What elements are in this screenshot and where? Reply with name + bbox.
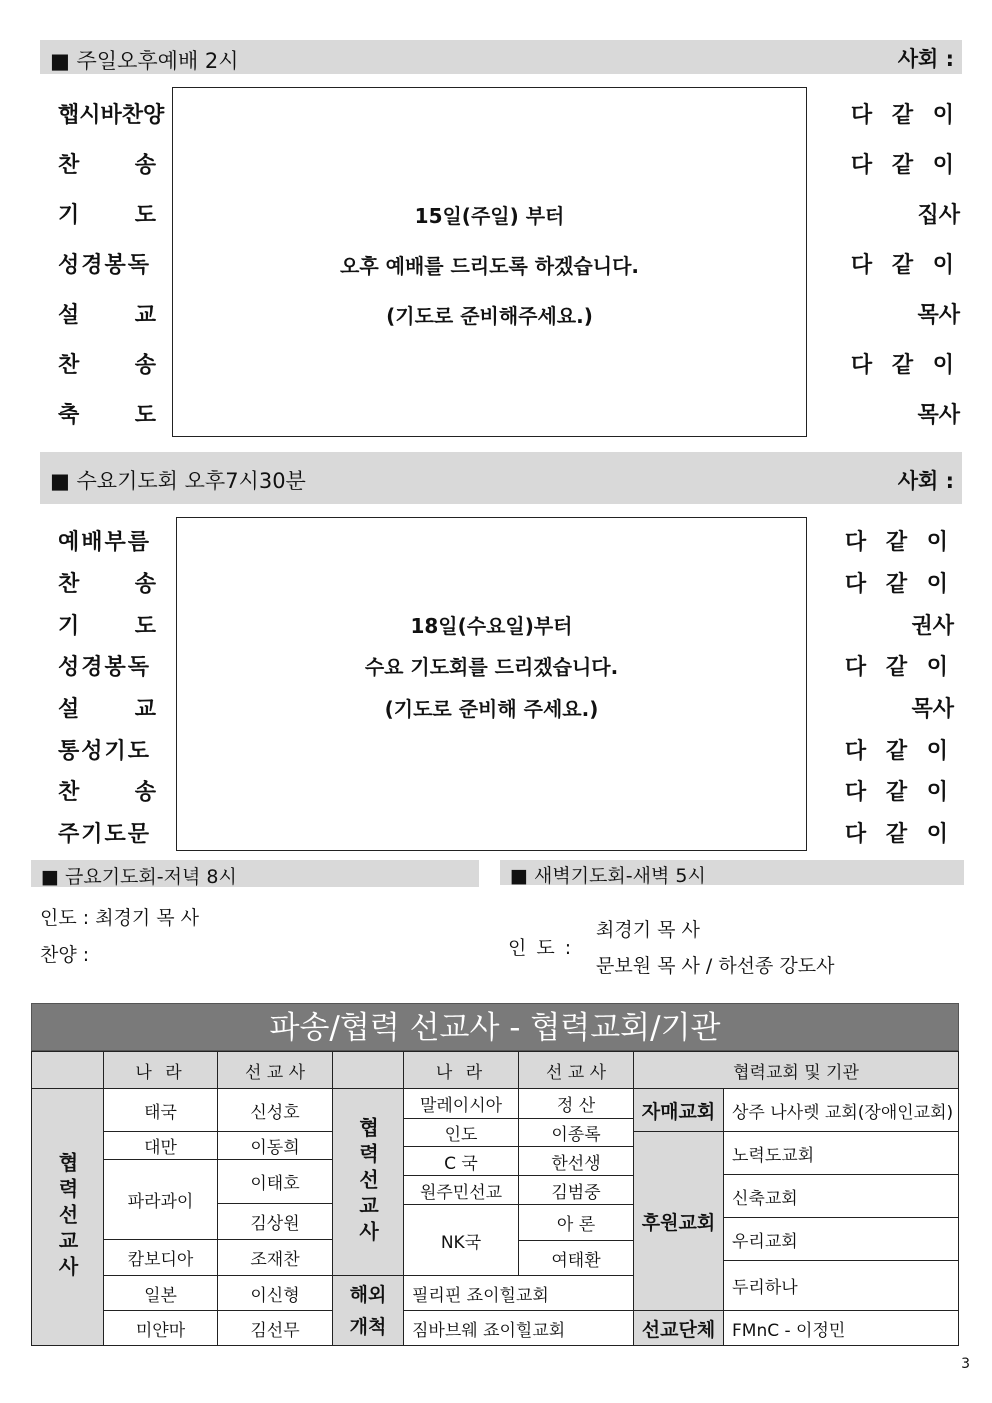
- sunday-notice-box: [172, 87, 807, 437]
- sunday-title: ■ 주일오후예배 2시: [50, 49, 239, 73]
- table-cell: 이동희: [217, 1131, 333, 1160]
- page-number: 3: [961, 1356, 970, 1372]
- table-cell: 이신형: [217, 1275, 333, 1311]
- dawn-lead-1: 최경기 목 사: [596, 919, 700, 941]
- left-group-label: 협력선교사: [31, 1088, 104, 1346]
- sunday-row-leader: 집사: [917, 203, 960, 228]
- sunday-row-leader: 다 같 이: [850, 253, 960, 278]
- friday-lead: 인도 : 최경기 목 사: [40, 907, 200, 929]
- sunday-notice-line: 15일(주일) 부터: [414, 204, 565, 228]
- table-cell: 김상원: [217, 1203, 333, 1240]
- support-church: 두리하나: [723, 1260, 959, 1311]
- wednesday-row-label: 통성기도: [58, 739, 152, 764]
- overseas-group-text: 해외개척: [349, 1283, 387, 1338]
- header-missionary: 선 교 사: [518, 1051, 634, 1089]
- mid-group-label: 협력선교사: [332, 1088, 404, 1276]
- sunday-row-label: 성경봉독: [58, 253, 152, 278]
- wednesday-title: ■ 수요기도회 오후7시30분: [50, 469, 306, 493]
- wednesday-row-label: 기 도: [58, 614, 156, 639]
- table-cell: NK국: [403, 1204, 519, 1276]
- wednesday-notice-line: 18일(수요일)부터: [410, 614, 573, 638]
- sunday-notice-line: 오후 예배를 드리도록 하겠습니다.: [340, 254, 639, 278]
- sister-church-label: 자매교회: [633, 1088, 724, 1132]
- table-cell: 캄보디아: [103, 1239, 218, 1276]
- dawn-header-bar: [500, 860, 964, 885]
- wednesday-row-leader: 다 같 이: [844, 780, 954, 805]
- wednesday-row-leader: 권사: [911, 614, 954, 639]
- sunday-row-leader: 다 같 이: [850, 153, 960, 178]
- table-cell: 김선무: [217, 1310, 333, 1346]
- overseas-group-label: [332, 1275, 404, 1346]
- wednesday-host: 사회 :: [897, 469, 954, 493]
- sunday-row-label: 설 교: [58, 303, 156, 328]
- friday-header-bar: [31, 860, 479, 887]
- dawn-lead-2: 문보원 목 사 / 하선종 강도사: [596, 955, 835, 977]
- header-country: 나 라: [403, 1051, 519, 1089]
- wednesday-row-label: 찬 송: [58, 780, 156, 805]
- sunday-row-leader: 목사: [917, 303, 960, 328]
- header-missionary: 선 교 사: [217, 1051, 333, 1089]
- wednesday-row-leader: 다 같 이: [844, 530, 954, 555]
- sunday-row-leader: 다 같 이: [850, 353, 960, 378]
- sister-church: 상주 나사렛 교회(장애인교회): [723, 1088, 959, 1132]
- wednesday-row-leader: 다 같 이: [844, 822, 954, 847]
- table-cell: 신성호: [217, 1088, 333, 1132]
- wednesday-row-label: 성경봉독: [58, 655, 152, 680]
- table-cell: 이태호: [217, 1159, 333, 1204]
- mission-org-label: 선교단체: [633, 1310, 724, 1346]
- sunday-row-label: 햅시바찬양: [58, 103, 165, 128]
- sunday-row-label: 기 도: [58, 203, 156, 228]
- table-cell: 아 론: [518, 1204, 634, 1241]
- support-church: 노력도교회: [723, 1131, 959, 1175]
- header-blank: [31, 1051, 104, 1089]
- wednesday-notice-line: 수요 기도회를 드리겠습니다.: [364, 655, 619, 679]
- table-cell: 파라과이: [103, 1159, 218, 1240]
- wednesday-notice-box: [176, 517, 807, 851]
- sunday-row-leader: 목사: [917, 403, 960, 428]
- mission-org: FMnC - 이정민: [723, 1310, 959, 1346]
- sunday-row-label: 찬 송: [58, 153, 156, 178]
- table-cell: 원주민선교: [403, 1175, 519, 1205]
- support-church: 신축교회: [723, 1174, 959, 1218]
- table-cell: 대만: [103, 1131, 218, 1160]
- sunday-notice-line: (기도로 준비해주세요.): [386, 304, 593, 328]
- table-cell: 일본: [103, 1275, 218, 1311]
- dawn-lead-label: 인 도 :: [508, 937, 574, 959]
- table-cell: 한선생: [518, 1146, 634, 1176]
- missionary-table-title: 파송/협력 선교사 - 협력교회/기관: [31, 1003, 959, 1051]
- sunday-row-label: 찬 송: [58, 353, 156, 378]
- table-cell: 정 산: [518, 1088, 634, 1119]
- table-cell: 이종록: [518, 1118, 634, 1147]
- header-blank: [332, 1051, 404, 1089]
- wednesday-row-leader: 다 같 이: [844, 572, 954, 597]
- friday-title: ■ 금요기도회-저녁 8시: [41, 866, 237, 888]
- table-cell: 말레이시아: [403, 1088, 519, 1119]
- wednesday-notice-line: (기도로 준비해 주세요.): [384, 697, 599, 721]
- sunday-row-leader: 다 같 이: [850, 103, 960, 128]
- table-cell: 태국: [103, 1088, 218, 1132]
- table-cell: 김범중: [518, 1175, 634, 1205]
- support-church: 우리교회: [723, 1217, 959, 1261]
- dawn-title: ■ 새벽기도회-새벽 5시: [510, 865, 706, 887]
- header-country: 나 라: [103, 1051, 218, 1089]
- sunday-row-label: 축 도: [58, 403, 156, 428]
- friday-praise: 찬양 :: [40, 944, 90, 966]
- wednesday-row-leader: 목사: [911, 697, 954, 722]
- table-cell: 조재찬: [217, 1239, 333, 1276]
- table-cell: 필리핀 죠이힐교회: [403, 1275, 634, 1311]
- table-cell: 인도: [403, 1118, 519, 1147]
- wednesday-header-bar: [40, 452, 962, 504]
- table-cell: 미얀마: [103, 1310, 218, 1346]
- table-cell: C 국: [403, 1146, 519, 1176]
- table-cell: 여태환: [518, 1240, 634, 1276]
- wednesday-row-label: 설 교: [58, 697, 156, 722]
- table-cell: 짐바브웨 죠이힐교회: [403, 1310, 634, 1346]
- sunday-header-bar: [40, 40, 962, 74]
- sunday-host: 사회 :: [897, 47, 954, 71]
- header-churches: 협력교회 및 기관: [633, 1051, 959, 1089]
- wednesday-row-leader: 다 같 이: [844, 739, 954, 764]
- support-church-label: 후원교회: [633, 1131, 724, 1311]
- wednesday-row-label: 예배부름: [58, 530, 152, 555]
- wednesday-row-label: 주기도문: [58, 822, 152, 847]
- wednesday-row-label: 찬 송: [58, 572, 156, 597]
- wednesday-row-leader: 다 같 이: [844, 655, 954, 680]
